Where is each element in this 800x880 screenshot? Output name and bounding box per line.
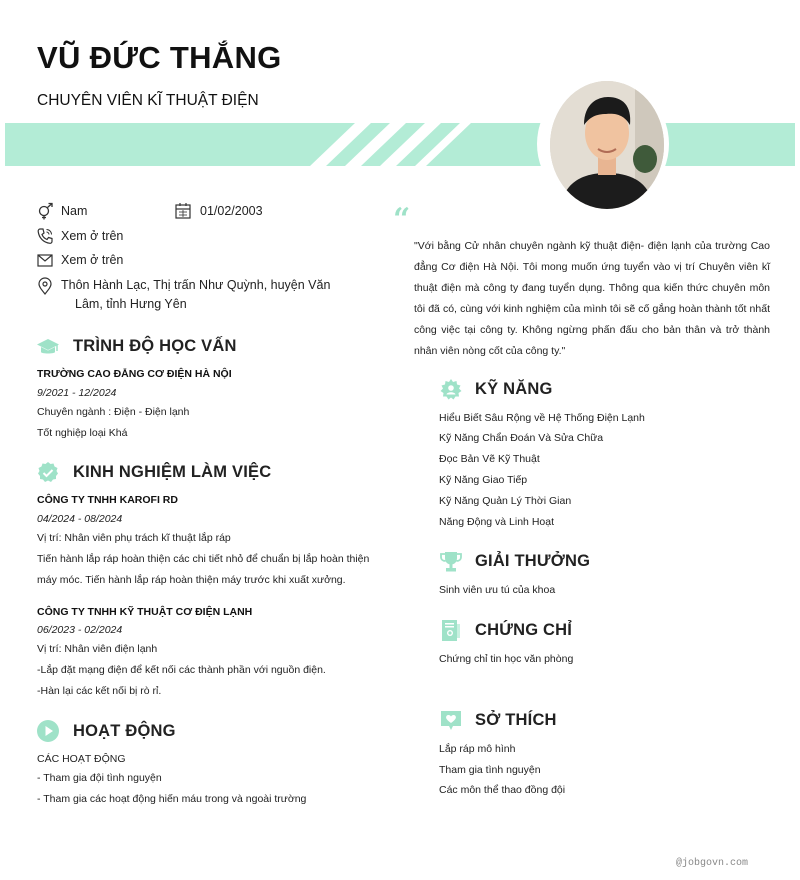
phone-text: Xem ở trên [61,229,124,243]
certificate-icon [439,619,463,643]
quote-icon: “ [393,202,411,237]
certificates-title: CHỨNG CHỈ [475,621,573,639]
skills-title: KỸ NĂNG [475,380,553,398]
play-icon [36,719,60,743]
email-icon [36,251,54,269]
hobby-item: Các môn thể thao đồng đội [439,784,566,796]
location-icon [36,277,54,295]
candidate-name: VŨ ĐỨC THẮNG [37,40,282,75]
skill-item: Đọc Bản Vẽ Kỹ Thuật [439,453,540,465]
career-summary: "Với bằng Cử nhân chuyên ngành kỹ thuật điện- điện lạnh của trường Cao đẳng Cơ điện Hà Nội. Tôi mong muốn ứng tuyển vào vị trí Chuyên viên kĩ thuật điện mà công ty đang tuyển dụng. Thông qua kiến thức chuyên môn tôi đã có, cùng với kinh nghiệm của mình tôi sẽ cố gắng hoàn thành tốt nhất công việc tại công ty. Không ngừng phấn đấu cho bản thân và trở thành nhân viên nòng cốt của công ty." [414,240,770,357]
job-2-company: CÔNG TY TNHH KỸ THUẬT CƠ ĐIỆN LẠNH [37,606,253,618]
hobbies-title: SỞ THÍCH [475,711,557,729]
job-1-company: CÔNG TY TNHH KAROFI RD [37,494,178,506]
award-item: Sinh viên ưu tú của khoa [439,584,556,596]
address-line-2: Lâm, tỉnh Hưng Yên [75,297,187,311]
skill-item: Hiểu Biết Sâu Rộng về Hệ Thống Điện Lạnh [439,412,645,424]
certificate-item: Chứng chỉ tin học văn phòng [439,653,574,665]
email-text: Xem ở trên [61,253,124,267]
hobby-item: Tham gia tình nguyện [439,764,541,776]
heart-message-icon [439,709,463,733]
education-grade: Tốt nghiệp loại Khá [37,427,128,439]
address-line-1: Thôn Hành Lạc, Thị trấn Như Quỳnh, huyện Văn [61,278,331,292]
job-1-desc-1: Tiến hành lắp ráp hoàn thiện các chi tiết nhỏ để chuẩn bị lắp hoàn thiện [37,553,370,565]
job-1-position: Vị trí: Nhân viên phụ trách kĩ thuật lắp ráp [37,532,231,544]
education-title: TRÌNH ĐỘ HỌC VẤN [73,337,237,355]
job-1-period: 04/2024 - 08/2024 [37,513,123,525]
awards-title: GIẢI THƯỞNG [475,552,591,570]
activities-heading: CÁC HOẠT ĐỘNG [37,753,126,765]
skill-item: Kỹ Năng Quản Lý Thời Gian [439,495,572,507]
activities-title: HOẠT ĐỘNG [73,722,176,740]
experience-title: KINH NGHIỆM LÀM VIỆC [73,463,272,481]
activity-item: - Tham gia đội tình nguyện [37,772,162,784]
job-2-position: Vị trí: Nhân viên điện lạnh [37,643,158,655]
gear-user-icon [439,378,463,402]
watermark-text: @jobgovn.com [676,858,749,869]
job-2-period: 06/2023 - 02/2024 [37,624,123,636]
phone-icon [36,227,54,245]
decorative-stripes [305,123,475,166]
education-major: Chuyên ngành : Điện - Điện lạnh [37,406,190,418]
education-period: 9/2021 - 12/2024 [37,387,117,399]
job-title: CHUYÊN VIÊN KĨ THUẬT ĐIỆN [37,92,259,109]
graduation-cap-icon [36,335,60,359]
skill-item: Kỹ Năng Chẩn Đoán Và Sửa Chữa [439,432,604,444]
skill-item: Năng Động và Linh Hoạt [439,516,554,528]
birthday-text: 01/02/2003 [200,204,263,218]
job-2-desc-1: -Lắp đặt mạng điện để kết nối các thành phần với nguồn điện. [37,664,326,676]
calendar-icon [174,202,192,220]
job-1-desc-2: máy móc. Tiến hành lắp ráp hoàn thiện máy trước khi xuất xưởng. [37,574,346,586]
school-name: TRƯỜNG CAO ĐẲNG CƠ ĐIỆN HÀ NỘI [37,368,232,380]
gender-icon [36,202,54,220]
hobby-item: Lắp ráp mô hình [439,743,516,755]
badge-check-icon [36,461,60,485]
gender-text: Nam [61,204,88,218]
job-2-desc-2: -Hàn lại các kết nối bị rò rỉ. [37,685,162,697]
trophy-icon [439,550,463,574]
activity-item: - Tham gia các hoạt động hiến máu trong và ngoài trường [37,793,307,805]
profile-photo [550,81,664,209]
skill-item: Kỹ Năng Giao Tiếp [439,474,528,486]
